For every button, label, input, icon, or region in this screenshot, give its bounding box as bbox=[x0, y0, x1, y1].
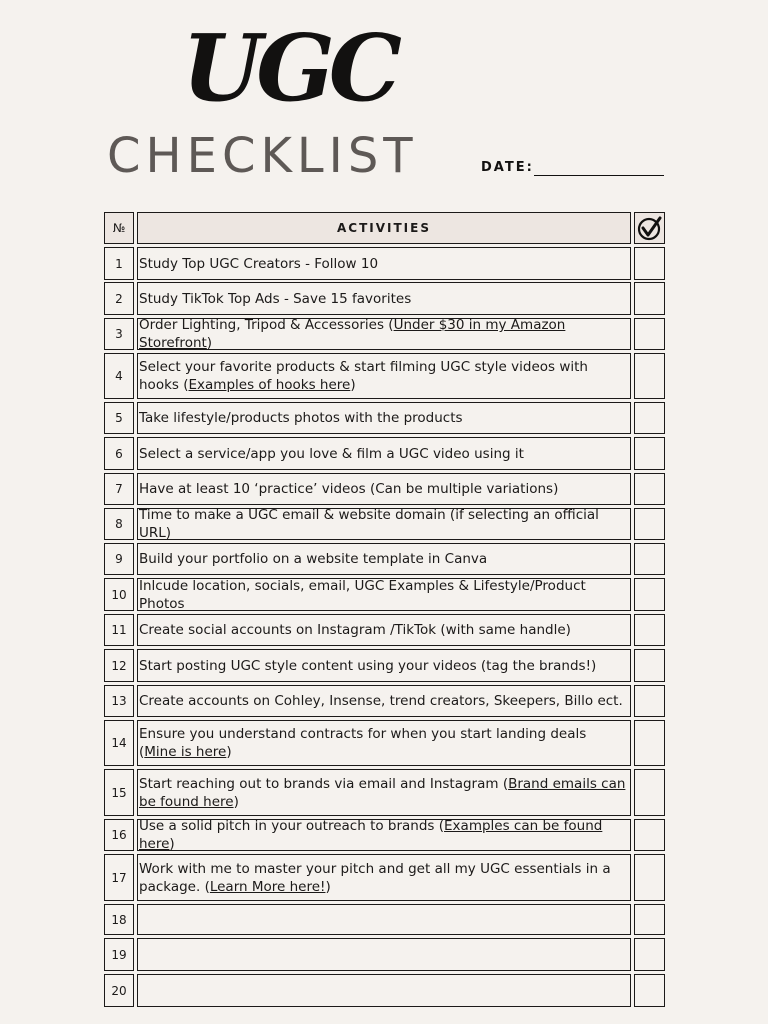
activity-label: Start posting UGC style content using your videos (tag the brands!) bbox=[139, 657, 597, 674]
activity-link[interactable]: Examples can be found here bbox=[139, 818, 603, 852]
date-label: DATE: bbox=[481, 160, 534, 175]
row-number: 18 bbox=[104, 904, 134, 935]
row-number: 9 bbox=[104, 543, 134, 575]
row-checkbox[interactable] bbox=[634, 614, 665, 646]
activity-text bbox=[139, 775, 626, 811]
activity-text bbox=[139, 817, 626, 853]
activity-label: Take lifestyle/products photos with the products bbox=[139, 410, 463, 426]
activity-label: Build your portfolio on a website template in Canva bbox=[139, 551, 488, 567]
activity-cell bbox=[137, 614, 631, 646]
activity-suffix: ) bbox=[226, 744, 232, 760]
row-checkbox[interactable] bbox=[634, 720, 665, 766]
row-number: 2 bbox=[104, 282, 134, 315]
row-checkbox[interactable] bbox=[634, 473, 665, 505]
activity-cell bbox=[137, 938, 631, 971]
activity-cell bbox=[137, 282, 631, 315]
activity-label: Inlcude location, socials, email, UGC Examples & Lifestyle/Product Photos bbox=[139, 577, 586, 612]
activity-cell bbox=[137, 437, 631, 470]
row-checkbox[interactable] bbox=[634, 974, 665, 1007]
row-checkbox[interactable] bbox=[634, 938, 665, 971]
activity-text bbox=[139, 506, 626, 542]
row-checkbox[interactable] bbox=[634, 353, 665, 399]
activity-cell bbox=[137, 974, 631, 1007]
row-number: 12 bbox=[104, 649, 134, 682]
row-checkbox[interactable] bbox=[634, 578, 665, 611]
activity-label: Select your favorite products & start filming UGC style videos with hooks ( bbox=[139, 359, 588, 393]
activity-cell bbox=[137, 769, 631, 816]
row-number: 1 bbox=[104, 247, 134, 280]
row-number: 13 bbox=[104, 685, 134, 717]
row-checkbox[interactable] bbox=[634, 769, 665, 816]
activity-link[interactable]: Brand emails can be found here bbox=[139, 775, 626, 810]
activity-cell bbox=[137, 473, 631, 505]
row-checkbox[interactable] bbox=[634, 247, 665, 280]
activity-cell bbox=[137, 649, 631, 682]
activity-text bbox=[139, 692, 623, 710]
activity-cell bbox=[137, 720, 631, 766]
activity-text bbox=[139, 358, 626, 394]
activity-label: Order Lighting, Tripod & Accessories ( bbox=[139, 317, 394, 333]
activity-text bbox=[139, 621, 571, 639]
row-number: 3 bbox=[104, 318, 134, 350]
activity-text bbox=[139, 725, 626, 761]
activity-suffix: ) bbox=[325, 878, 331, 895]
activity-cell bbox=[137, 318, 631, 350]
row-checkbox[interactable] bbox=[634, 402, 665, 434]
row-number: 16 bbox=[104, 819, 134, 851]
row-checkbox[interactable] bbox=[634, 282, 665, 315]
row-checkbox[interactable] bbox=[634, 437, 665, 470]
row-checkbox[interactable] bbox=[634, 904, 665, 935]
activity-link[interactable]: Under $30 in my Amazon Storefront bbox=[139, 317, 566, 351]
activity-label: Ensure you understand contracts for when you start landing deals ( bbox=[139, 726, 587, 760]
date-field[interactable] bbox=[534, 175, 664, 176]
activity-label: Have at least 10 ‘practice’ videos (Can be multiple variations) bbox=[139, 481, 559, 497]
header-number: № bbox=[104, 212, 134, 244]
activity-text bbox=[139, 657, 596, 675]
row-checkbox[interactable] bbox=[634, 543, 665, 575]
logo-text: UGC bbox=[182, 14, 397, 122]
row-number: 20 bbox=[104, 974, 134, 1007]
activity-suffix: ) bbox=[206, 335, 213, 351]
activity-label: Study Top UGC Creators - Follow 10 bbox=[139, 255, 379, 272]
row-number: 15 bbox=[104, 769, 134, 816]
activity-suffix: ) bbox=[350, 377, 356, 393]
activity-label: Select a service/app you love & film a UGC video using it bbox=[139, 445, 524, 462]
row-number: 5 bbox=[104, 402, 134, 434]
activity-cell bbox=[137, 353, 631, 399]
row-checkbox[interactable] bbox=[634, 508, 665, 540]
activity-text bbox=[139, 550, 487, 568]
activity-cell bbox=[137, 904, 631, 935]
header-check bbox=[634, 212, 665, 244]
activity-text bbox=[139, 860, 626, 896]
row-checkbox[interactable] bbox=[634, 318, 665, 350]
activity-link[interactable]: Learn More here! bbox=[209, 878, 326, 895]
activity-cell bbox=[137, 543, 631, 575]
row-checkbox[interactable] bbox=[634, 685, 665, 717]
activity-cell bbox=[137, 578, 631, 611]
page-title: CHECKLIST bbox=[107, 128, 418, 184]
activity-suffix: ) bbox=[233, 793, 239, 810]
activity-link[interactable]: Examples of hooks here bbox=[188, 377, 351, 393]
activity-cell bbox=[137, 685, 631, 717]
row-checkbox[interactable] bbox=[634, 819, 665, 851]
activity-text bbox=[139, 316, 626, 352]
ugc-logo bbox=[180, 14, 397, 142]
row-checkbox[interactable] bbox=[634, 649, 665, 682]
activity-label: Study TikTok Top Ads - Save 15 favorites bbox=[139, 290, 412, 307]
row-number: 10 bbox=[104, 578, 134, 611]
row-number: 17 bbox=[104, 854, 134, 901]
activity-text bbox=[139, 480, 558, 498]
activity-text bbox=[139, 255, 378, 273]
row-number: 8 bbox=[104, 508, 134, 540]
row-checkbox[interactable] bbox=[634, 854, 665, 901]
check-circle-icon bbox=[637, 215, 663, 241]
activity-label: Use a solid pitch in your outreach to brands ( bbox=[139, 818, 445, 834]
header-activities: ACTIVITIES bbox=[137, 212, 631, 244]
activity-label: Create social accounts on Instagram /TikTok (with same handle) bbox=[139, 622, 571, 638]
row-number: 19 bbox=[104, 938, 134, 971]
activity-text bbox=[139, 445, 524, 463]
activity-label: Create accounts on Cohley, Insense, trend creators, Skeepers, Billo ect. bbox=[139, 693, 623, 709]
activity-cell bbox=[137, 402, 631, 434]
row-number: 11 bbox=[104, 614, 134, 646]
row-number: 14 bbox=[104, 720, 134, 766]
activity-cell bbox=[137, 819, 631, 851]
activity-label: Start reaching out to brands via email and Instagram ( bbox=[139, 775, 509, 792]
activity-text bbox=[139, 290, 411, 308]
activity-text bbox=[139, 577, 626, 613]
activity-cell bbox=[137, 508, 631, 540]
row-number: 4 bbox=[104, 353, 134, 399]
activity-link[interactable]: Mine is here bbox=[144, 744, 227, 760]
activity-suffix: ) bbox=[169, 836, 175, 852]
activity-cell bbox=[137, 854, 631, 901]
activity-cell bbox=[137, 247, 631, 280]
row-number: 6 bbox=[104, 437, 134, 470]
row-number: 7 bbox=[104, 473, 134, 505]
activity-text bbox=[139, 409, 463, 427]
activity-label: Time to make a UGC email & website domain (if selecting an official URL) bbox=[139, 507, 599, 541]
activity-label: Work with me to master your pitch and get all my UGC essentials in a package. ( bbox=[139, 860, 611, 895]
